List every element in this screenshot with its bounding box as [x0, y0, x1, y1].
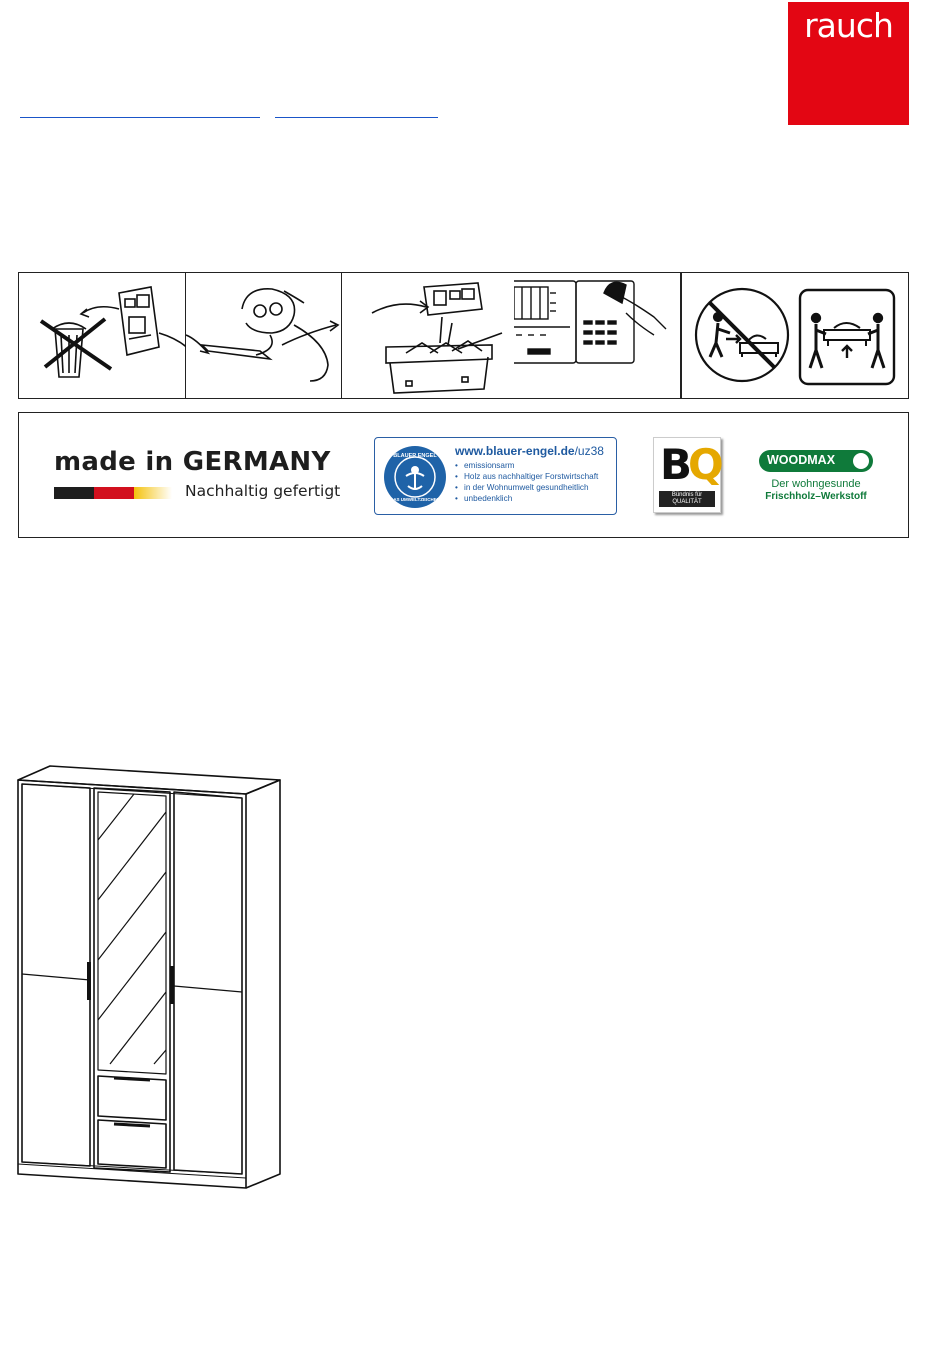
woodmax-dot-icon	[853, 453, 869, 469]
flag-red	[94, 487, 134, 499]
certification-strip	[18, 412, 909, 538]
bq-quality-badge	[653, 437, 721, 513]
bq-footer-1: Bündnis für	[671, 492, 703, 498]
panel-sheet	[514, 273, 681, 398]
made-in-germany-title: made in GERMANY	[54, 447, 331, 477]
assembly-sheet-icon	[514, 273, 681, 400]
point-3: • in der Wohnumwelt gesundheitlich	[455, 482, 598, 493]
bq-footer-2: QUALITÄT	[672, 499, 702, 505]
panel-no-trash	[19, 273, 186, 398]
url-suffix: /uz38	[574, 444, 604, 458]
woodmax-line-2: Frischholz–Werkstoff	[765, 491, 867, 502]
blauer-engel-badge	[374, 437, 617, 515]
panel-reading	[186, 273, 342, 398]
flag-black	[54, 487, 94, 499]
seal-bottom-text: DAS UMWELTZEICHEN	[390, 497, 440, 502]
point-4: • unbedenklich	[455, 493, 598, 504]
blauer-engel-url[interactable]	[455, 444, 604, 458]
blauer-engel-points	[455, 460, 598, 504]
url-bold: www.blauer-engel.de	[455, 444, 575, 458]
woodmax-pill	[759, 450, 873, 472]
made-in-germany-badge	[54, 447, 354, 507]
bq-b: B	[660, 440, 689, 489]
flag-gold	[134, 487, 172, 499]
link-2[interactable]	[275, 100, 438, 118]
rauch-logo	[788, 2, 909, 125]
instruction-strip	[18, 272, 909, 399]
wardrobe-drawing	[14, 760, 284, 1200]
two-person-lift-icon	[798, 288, 898, 388]
bq-logo	[660, 440, 720, 489]
logo-text: rauch	[804, 6, 893, 45]
made-in-germany-subtitle: Nachhaltig gefertigt	[185, 482, 341, 500]
panel-safety	[681, 273, 910, 398]
point-2: • Holz aus nachhaltiger Forstwirtschaft	[455, 471, 598, 482]
woodmax-name: WOODMAX	[767, 453, 836, 467]
blauer-engel-seal-icon	[384, 446, 446, 508]
point-1: • emissionsarm	[455, 460, 598, 471]
no-trash-icon	[19, 273, 186, 400]
link-1[interactable]	[20, 100, 260, 118]
bq-footer	[659, 491, 715, 507]
woodmax-line-1: Der wohngesunde	[771, 478, 861, 490]
bq-q: Q	[688, 440, 720, 489]
seal-top-text: BLAUER ENGEL	[393, 453, 437, 459]
reading-manual-icon	[186, 273, 342, 400]
